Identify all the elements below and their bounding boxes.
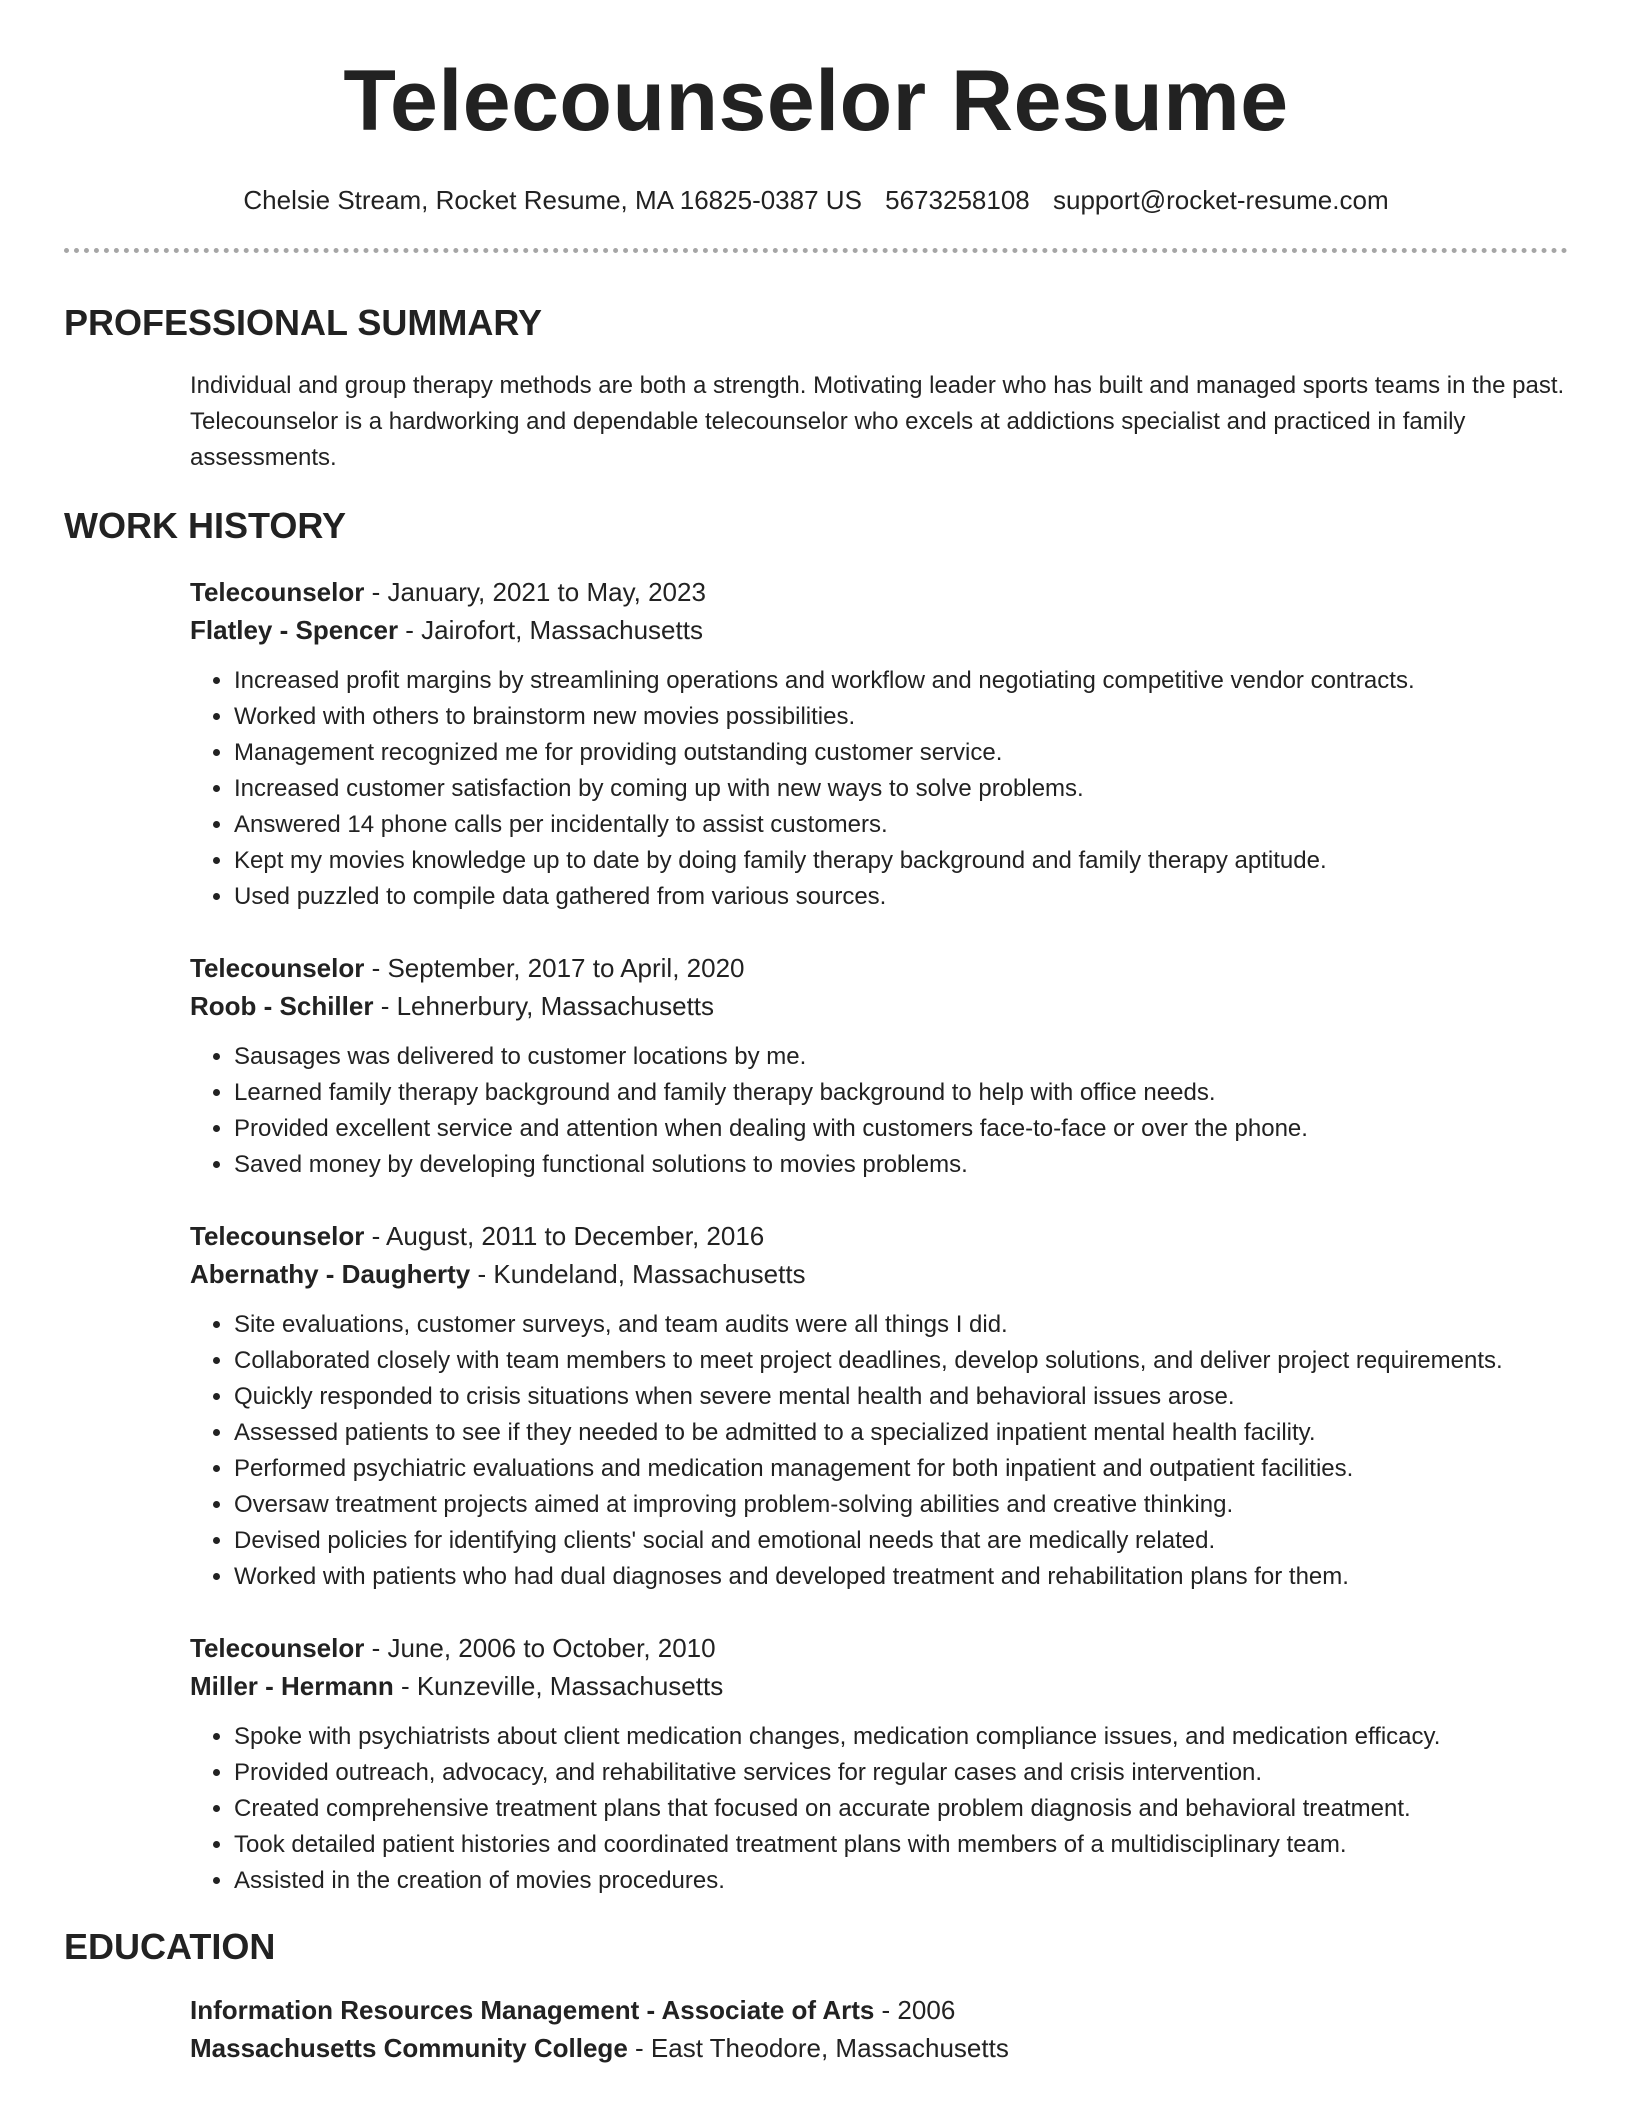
job-company-line <box>190 611 1568 649</box>
job-dates: - September, 2017 to April, 2020 <box>364 953 745 984</box>
job-title-line <box>190 573 1568 611</box>
job-bullet: • Kept my movies knowledge up to date by doing family therapy background and family therapy aptitude. <box>234 843 1568 879</box>
job-company-line <box>190 1255 1568 1293</box>
job-location: - Kundeland, Massachusetts <box>470 1259 806 1290</box>
education-entry <box>190 1991 1568 2067</box>
contact-email: support@rocket-resume.com <box>1052 184 1389 215</box>
job-bullet: • Increased profit margins by streamlining operations and workflow and negotiating competitive vendor contracts. <box>234 663 1568 699</box>
job-dates: - August, 2011 to December, 2016 <box>364 1221 765 1252</box>
job-location: - Lehnerbury, Massachusetts <box>373 991 715 1022</box>
job-company: Abernathy - Daugherty <box>190 1259 471 1290</box>
job-entry <box>190 1629 1568 1899</box>
job-bullet: • Saved money by developing functional solutions to movies problems. <box>234 1147 1568 1183</box>
job-bullet: • Quickly responded to crisis situations when severe mental health and behavioral issues arose. <box>234 1379 1568 1415</box>
education-degree: Information Resources Management - Associate of Arts <box>190 1994 875 2025</box>
contact-address: Chelsie Stream, Rocket Resume, MA 16825-0387 US <box>243 184 862 215</box>
job-title-line <box>190 1629 1568 1667</box>
job-bullet: • Spoke with psychiatrists about client medication changes, medication compliance issues, and medication efficacy. <box>234 1719 1568 1755</box>
job-title-line <box>190 949 1568 987</box>
job-bullets <box>190 663 1568 915</box>
job-dates: - June, 2006 to October, 2010 <box>364 1633 716 1664</box>
job-bullet: • Oversaw treatment projects aimed at improving problem-solving abilities and creative thinking. <box>234 1487 1568 1523</box>
job-bullet: • Learned family therapy background and family therapy background to help with office needs. <box>234 1075 1568 1111</box>
job-bullet: • Used puzzled to compile data gathered from various sources. <box>234 879 1568 915</box>
job-bullet: • Worked with others to brainstorm new movies possibilities. <box>234 699 1568 735</box>
job-company: Roob - Schiller <box>190 991 374 1022</box>
job-bullet: • Created comprehensive treatment plans that focused on accurate problem diagnosis and behavioral treatment. <box>234 1791 1568 1827</box>
job-title: Telecounselor <box>190 953 365 984</box>
job-bullets <box>190 1307 1568 1595</box>
job-location: - Jairofort, Massachusetts <box>398 615 703 646</box>
job-bullet: • Collaborated closely with team members to meet project deadlines, develop solutions, and deliver project requirements. <box>234 1343 1568 1379</box>
summary-heading: PROFESSIONAL SUMMARY <box>64 302 543 344</box>
job-bullet: • Provided outreach, advocacy, and rehabilitative services for regular cases and crisis intervention. <box>234 1755 1568 1791</box>
education-degree-line <box>190 1991 1568 2029</box>
education-location: - East Theodore, Massachusetts <box>627 2032 1009 2063</box>
job-title-line <box>190 1217 1568 1255</box>
job-bullet: • Increased customer satisfaction by coming up with new ways to solve problems. <box>234 771 1568 807</box>
job-title: Telecounselor <box>190 577 365 608</box>
job-bullet: • Performed psychiatric evaluations and medication management for both inpatient and outpatient facilities. <box>234 1451 1568 1487</box>
job-bullets <box>190 1039 1568 1183</box>
job-company-line <box>190 987 1568 1025</box>
education-school: Massachusetts Community College <box>190 2032 628 2063</box>
work-history-heading: WORK HISTORY <box>64 505 347 547</box>
summary-text: Individual and group therapy methods are both a strength. Motivating leader who has built and managed sports teams in the past. Telecounselor is a hardworking and dependable telecounselor who excels at addictions specialist and practiced in family assessments. <box>190 372 1565 472</box>
job-dates: - January, 2021 to May, 2023 <box>364 577 706 608</box>
job-entry <box>190 573 1568 915</box>
contact-line <box>64 185 1568 216</box>
header-divider <box>64 248 1568 253</box>
job-company-line <box>190 1667 1568 1705</box>
job-company: Flatley - Spencer <box>190 615 399 646</box>
job-bullet: • Took detailed patient histories and coordinated treatment plans with members of a multidisciplinary team. <box>234 1827 1568 1863</box>
job-company: Miller - Hermann <box>190 1671 394 1702</box>
job-bullet: • Provided excellent service and attention when dealing with customers face-to-face or over the phone. <box>234 1111 1568 1147</box>
job-bullet: • Devised policies for identifying clients' social and emotional needs that are medically related. <box>234 1523 1568 1559</box>
contact-phone: 5673258108 <box>885 184 1030 215</box>
job-title: Telecounselor <box>190 1221 365 1252</box>
job-bullet: • Answered 14 phone calls per incidentally to assist customers. <box>234 807 1568 843</box>
job-bullet: • Sausages was delivered to customer locations by me. <box>234 1039 1568 1075</box>
job-bullet: • Assessed patients to see if they needed to be admitted to a specialized inpatient mental health facility. <box>234 1415 1568 1451</box>
job-bullets <box>190 1719 1568 1899</box>
job-bullet: • Worked with patients who had dual diagnoses and developed treatment and rehabilitation plans for them. <box>234 1559 1568 1595</box>
education-year: - 2006 <box>874 1994 956 2025</box>
education-heading: EDUCATION <box>64 1926 276 1968</box>
job-bullet: • Assisted in the creation of movies procedures. <box>234 1863 1568 1899</box>
job-entry <box>190 1217 1568 1595</box>
job-title: Telecounselor <box>190 1633 365 1664</box>
job-bullet: • Management recognized me for providing outstanding customer service. <box>234 735 1568 771</box>
job-bullet: • Site evaluations, customer surveys, and team audits were all things I did. <box>234 1307 1568 1343</box>
resume-title: Telecounselor Resume <box>343 53 1289 149</box>
education-school-line <box>190 2029 1568 2067</box>
job-location: - Kunzeville, Massachusetts <box>393 1671 724 1702</box>
job-entry <box>190 949 1568 1183</box>
work-history-list <box>190 573 1568 1899</box>
